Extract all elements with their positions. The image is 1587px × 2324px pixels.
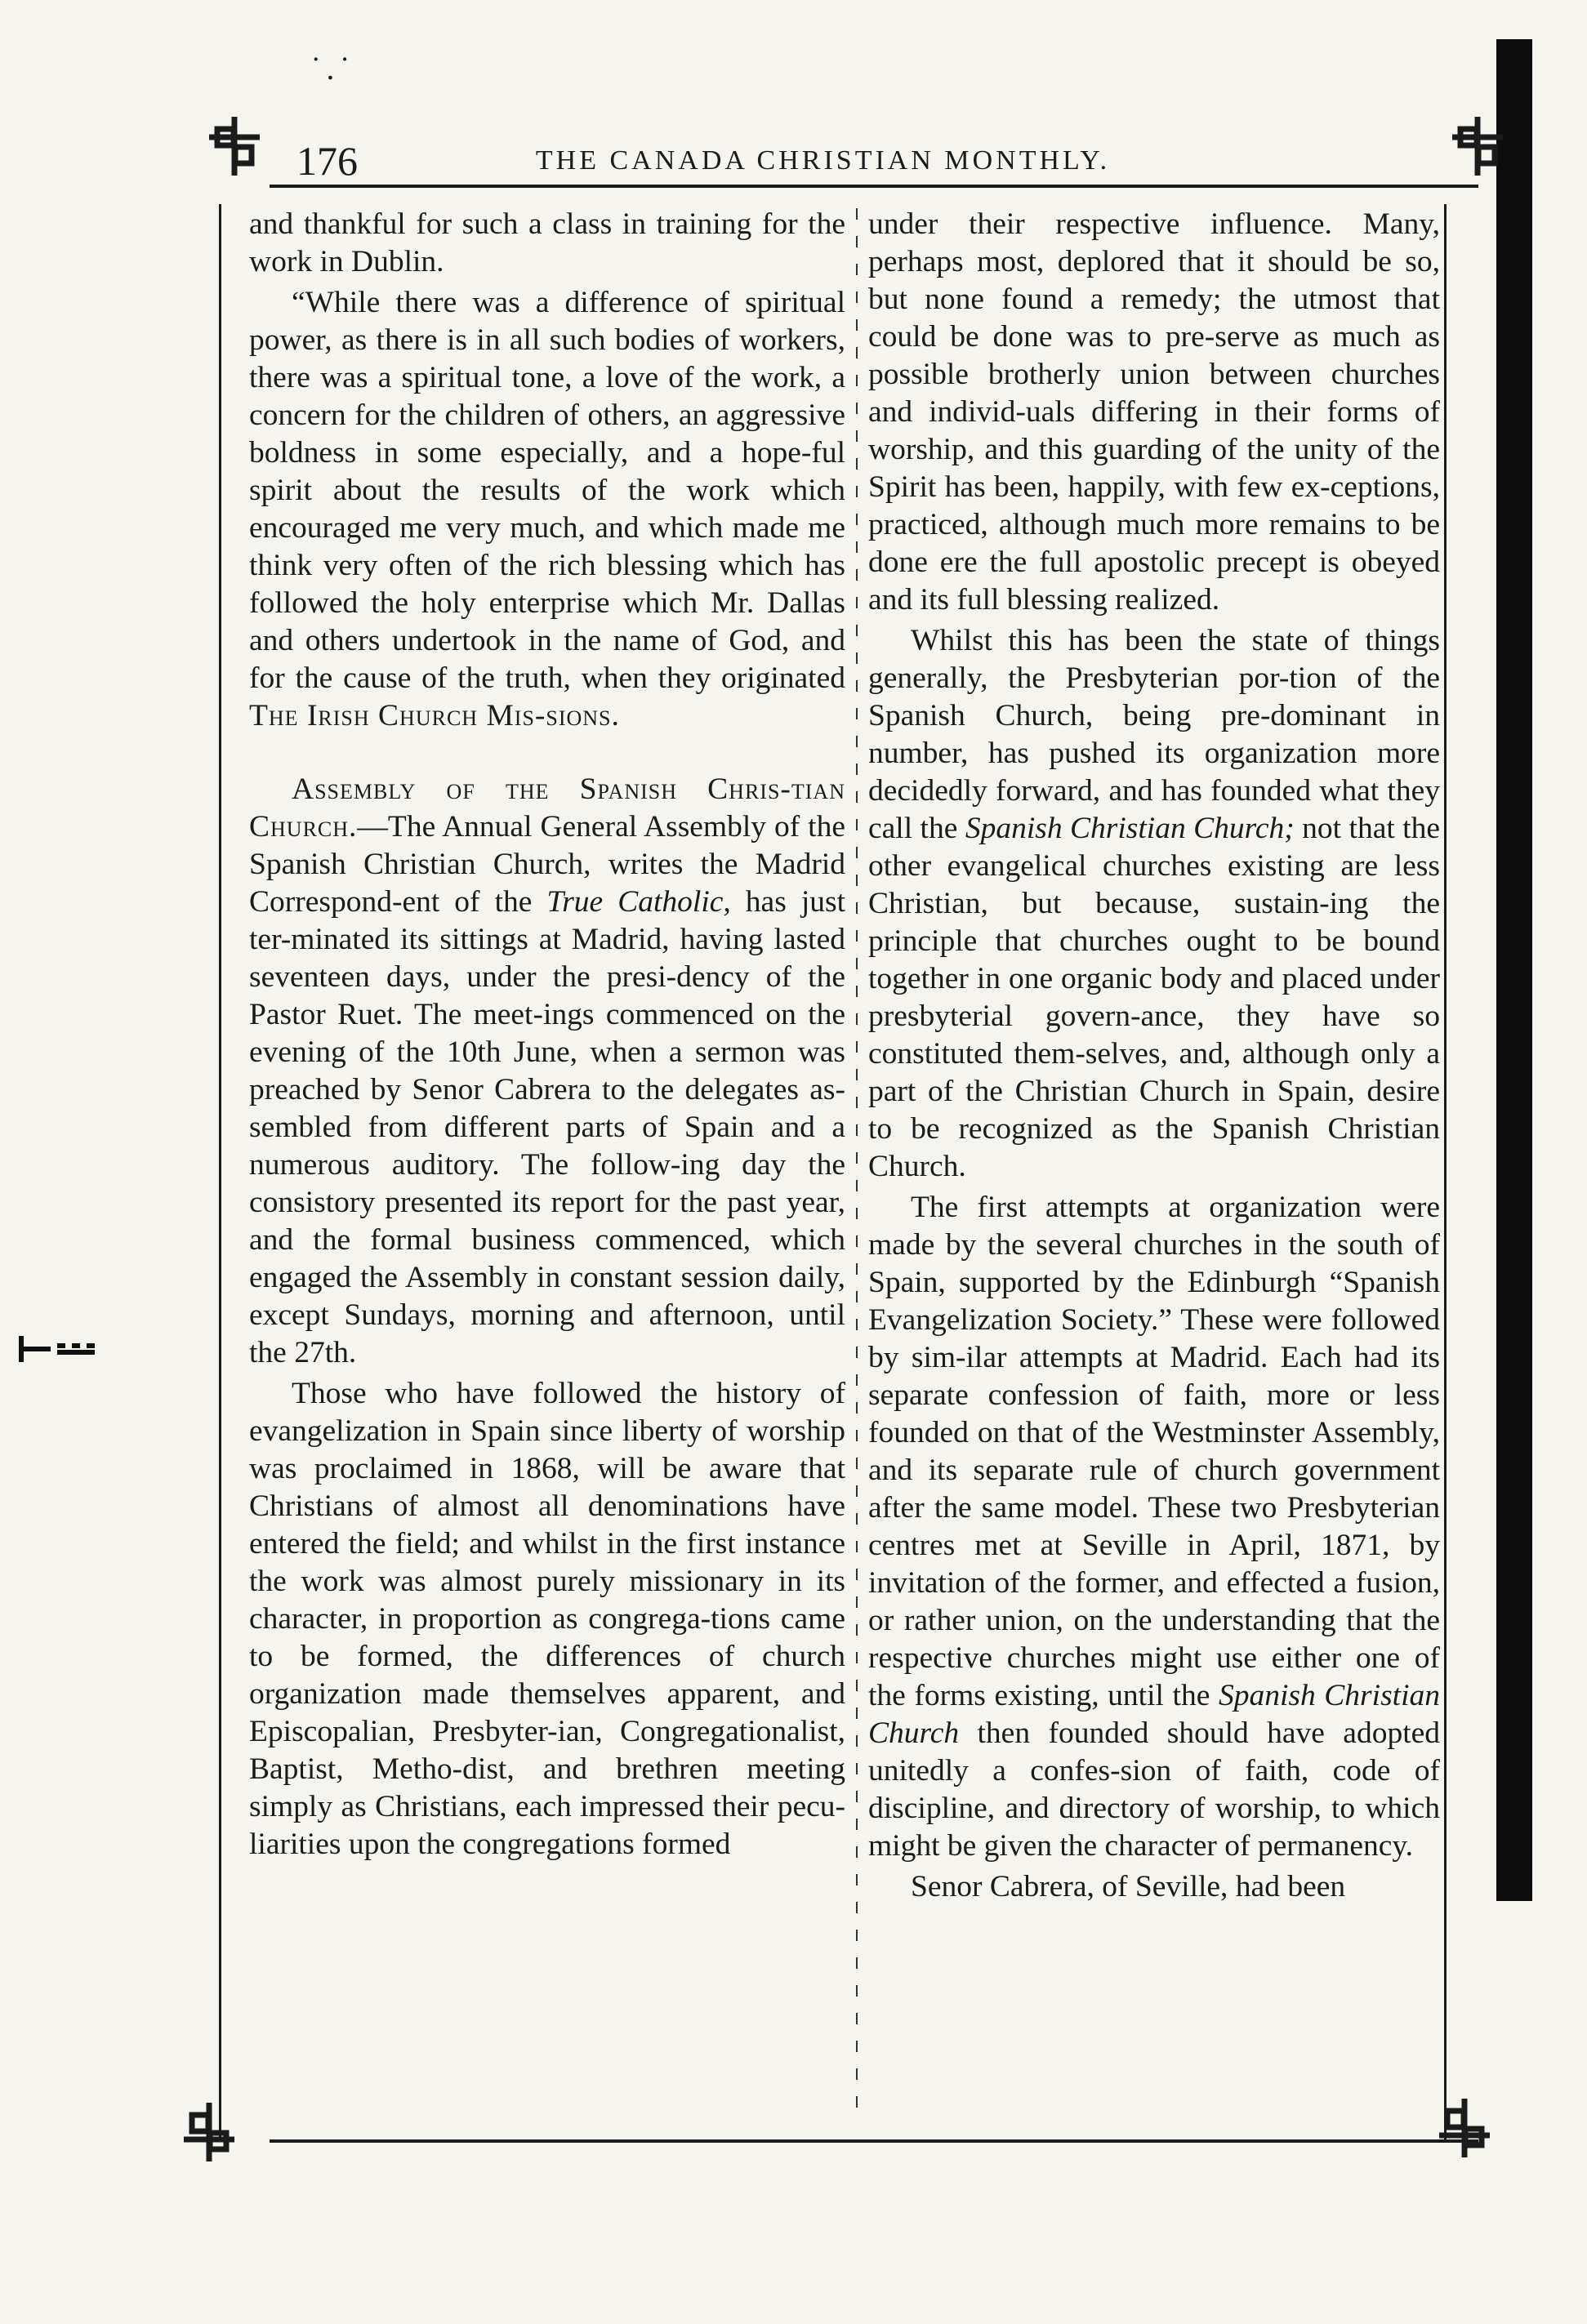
column-divider bbox=[856, 208, 858, 2119]
footer-rule bbox=[270, 2139, 1478, 2143]
paragraph-text: has just ter-minated its sittings at Madrid, having lasted seventeen days, under the presi-dency of the Pastor Ruet. The meet-ings commenced on the evening of the 10th June, when a sermon was preached by Senor Cabrera to the delegates as-sembled from different parts of Spain and a numerous auditory. The follow-ing day the consistory presented its report for the past year, and the formal business commenced, which engaged the Assembly in constant session daily, except Sundays, morning and afternoon, until the 27th. bbox=[249, 885, 845, 1369]
margin-mark-icon bbox=[18, 1334, 108, 1364]
paragraph bbox=[249, 771, 845, 1372]
paragraph bbox=[249, 284, 845, 735]
paragraph-text: not that the other evangelical churches existing are less Christian, but because, sustain-ing the principle that churches ought to be bound together in one organic body and placed under presbyterial govern-ance, they have so constituted them-selves, and, although only a part of the Christian Church in Spain, desire to be recognized as the Spanish Christian Church. bbox=[868, 812, 1440, 1183]
binding-edge-bar bbox=[1496, 39, 1532, 1901]
paragraph bbox=[868, 622, 1440, 1186]
paragraph bbox=[868, 1189, 1440, 1865]
paragraph: Senor Cabrera, of Seville, had been bbox=[911, 1870, 1346, 1903]
top-marks: ˙.˙ bbox=[310, 50, 355, 87]
left-border-rule bbox=[219, 204, 221, 2139]
paragraph: and thankful for such a class in training for the work in Dublin. bbox=[249, 207, 845, 278]
paragraph-text: —The Annual General Assembly of the Spanish Christian Church, writes the Madrid Correspond-ent of the bbox=[249, 810, 845, 919]
section-heading: Assembly of the Spanish Chris-tian Church. bbox=[249, 772, 845, 844]
paragraph-text: The first attempts at organization were made by the several churches in the south of Spain, supported by the Edinburgh “Spanish Evangelization Society.” These were followed by sim-ilar attempts at Madrid. Each had its separate confession of faith, more or less founded on that of the Westminster Assembly, and its separate rule of church government after the same model. These two Presbyterian centres met at Seville in April, 1871, by invitation of the former, and effected a fusion, or rather union, on the understanding that the respective churches might use either one of the forms existing, until the bbox=[868, 1191, 1440, 1712]
church-name: Spanish Christian Church; bbox=[965, 812, 1295, 845]
paragraph-text: “While there was a difference of spiritual power, as there is in all such bodies of workers, there was a spiritual tone, a love of the work, a concern for the children of others, an aggressive boldness in some especially, and a hope-ful spirit about the results of the work which encouraged me very much, and which made me think very often of the rich blessing which has followed the holy enterprise which Mr. Dallas and others undertook in the name of God, and for the cause of the truth, when they originated bbox=[249, 286, 845, 695]
paragraph: Those who have followed the history of evangelization in Spain since liberty of worship was proclaimed in 1868, will be aware that Christians of almost all denominations have entered the field; and whilst in the first instance the work was almost purely missionary in its character, in proportion as congrega-tions came to be formed, the differences of church organization made themselves apparent, and Episcopalian, Presbyter-ian, Congregationalist, Baptist, Metho-dist, and brethren meeting simply as Christians, each impressed their pecu-liarities upon the congregations formed bbox=[249, 1377, 845, 1861]
mission-name: The Irish Church Mis-sions. bbox=[249, 699, 620, 732]
ornament-icon bbox=[1431, 2095, 1498, 2161]
page-number: 176 bbox=[296, 138, 358, 184]
right-column bbox=[868, 206, 1440, 1906]
right-border-rule bbox=[1444, 204, 1447, 2139]
paragraph-text: Whilst this has been the state of things generally, the Presbyterian por-tion of the Spanish Church, being pre-dominant in number, has pushed its organization more decidedly forward, and has founded what they call the bbox=[868, 624, 1440, 845]
page-header bbox=[216, 131, 1429, 188]
paragraph-text: then founded should have adopted unitedly a confes-sion of faith, code of discipline, and directory of worship, to which might be given the character of permanency. bbox=[868, 1716, 1441, 1863]
running-title: THE CANADA CHRISTIAN MONTHLY. bbox=[535, 145, 1111, 176]
ornament-icon bbox=[1444, 113, 1511, 180]
header-rule bbox=[270, 185, 1478, 188]
ornament-icon bbox=[176, 2099, 243, 2166]
church-name: Spanish Christian Church bbox=[868, 1679, 1440, 1750]
paragraph: under their respective influence. Many, perhaps most, deplored that it should be so, but none found a remedy; the utmost that could be done was to pre-serve as much as possible brotherly union between churches and individ-uals differing in their forms of worship, and this guarding of the unity of the Spirit has been, happily, with few ex-ceptions, practiced, although much more remains to be done ere the full apostolic precept is obeyed and its full blessing realized. bbox=[868, 207, 1440, 617]
left-column bbox=[249, 206, 845, 1863]
publication-title: True Catholic, bbox=[546, 885, 731, 919]
